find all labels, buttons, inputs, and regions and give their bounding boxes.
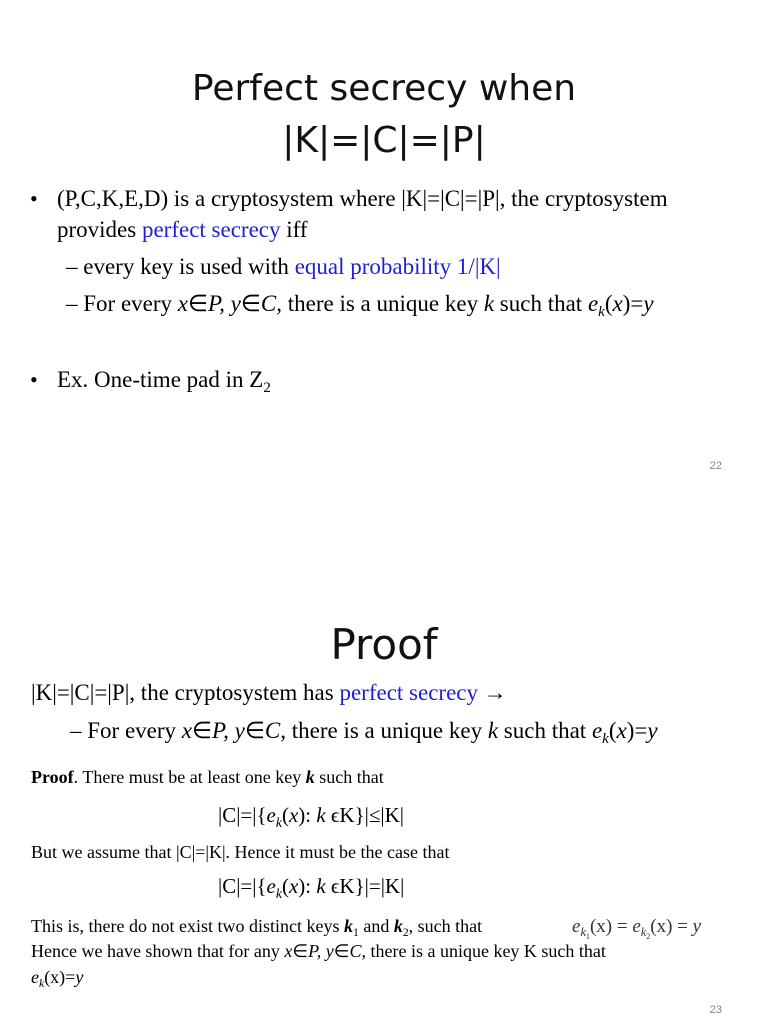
bullet-2: Ex. One-time pad in $Z_2$ <box>57 367 271 397</box>
proof-line-2: But we assume that |C|=|K|. Hence it must be the case that <box>31 842 450 862</box>
slide-title: Proof <box>330 620 438 669</box>
formula-ek1-ek2: $e_{k_1}(x) = e_{k_2}(x) = y$ <box>572 916 702 942</box>
page-number: 23 <box>709 1004 722 1016</box>
proof-claim: – For every x∈P, y∈C, there is a unique key k such that $e_k(x)=y$ <box>70 718 658 748</box>
bullet-dot: • <box>30 367 38 392</box>
slide-22 <box>0 0 768 500</box>
perfect-secrecy-highlight: perfect secrecy <box>141 217 281 242</box>
proof-line-1: Proof. There must be at least one key k such that <box>31 767 384 787</box>
proof-line-4: Hence we have shown that for any x∈P, y∈C, there is a unique key K such that <box>31 941 606 961</box>
slide-title-line1: Perfect secrecy when <box>191 68 577 109</box>
sub-bullet-1: – every key is used with equal probability 1/|K| <box>66 254 501 279</box>
equal-probability-highlight: equal probability 1/|K| <box>294 254 501 279</box>
bullet-1-line2: provides perfect secrecy iff <box>57 217 308 242</box>
sub-bullet-2: – For every x∈P, y∈C, there is a unique key k such that $e_k(x)=y$ <box>66 291 654 321</box>
perfect-secrecy-highlight: perfect secrecy <box>339 680 478 705</box>
equation-1: $|C|=|\{e_k(x)$: k ϵK}|≤|K| <box>218 803 404 830</box>
bullet-1-line1: (P,C,K,E,D) is a cryptosystem where |K|=|C|=|P|, the cryptosystem <box>57 186 668 211</box>
slide-title-line2: |K|=|C|=|P| <box>282 120 486 161</box>
dash: – <box>66 254 78 279</box>
page-number: 22 <box>709 460 722 472</box>
bullet-dot: • <box>30 186 38 211</box>
proof-line-5: $e_k(x)=y$ <box>31 967 84 991</box>
proof-line-3: This is, there do not exist two distinct keys $k_1$ and $k_2$, such that <box>31 916 483 940</box>
proof-premise: |K|=|C|=|P|, the cryptosystem has perfect secrecy → <box>31 680 507 705</box>
slide-23 <box>0 512 768 1024</box>
equation-2: $|C|=|\{e_k(x)$: k ϵK}|=|K| <box>218 874 405 901</box>
